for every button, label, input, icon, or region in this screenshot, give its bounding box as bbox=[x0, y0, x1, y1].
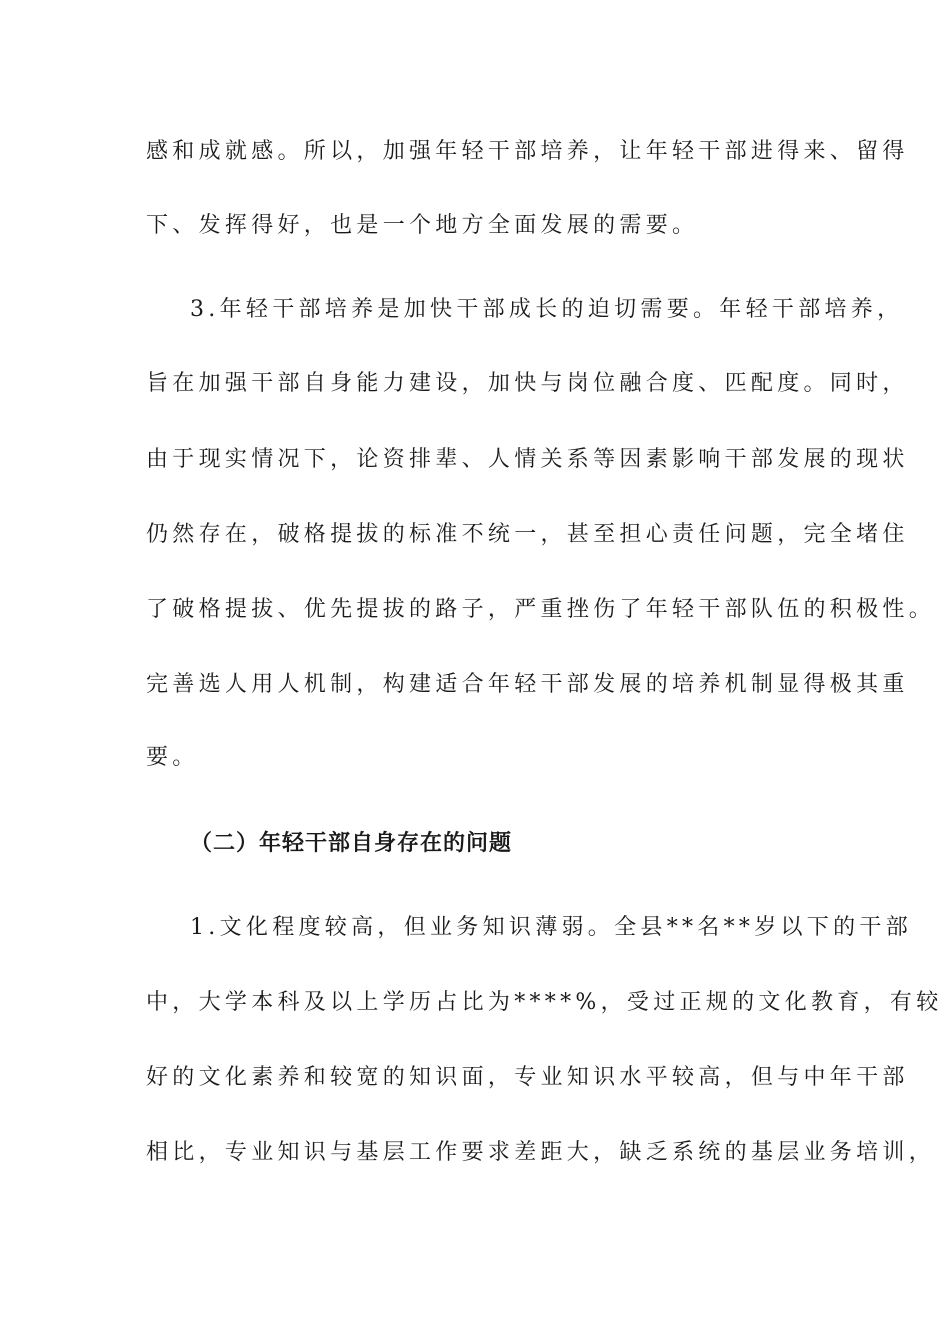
paragraph-line: 下、发挥得好，也是一个地方全面发展的需要。 bbox=[146, 213, 699, 238]
paragraph-line: 了破格提拔、优先提拔的路子，严重挫伤了年轻干部队伍的积极性。 bbox=[146, 597, 936, 622]
paragraph-line: 好的文化素养和较宽的知识面，专业知识水平较高，但与中年干部 bbox=[146, 1065, 909, 1090]
paragraph-line: 相比，专业知识与基层工作要求差距大，缺乏系统的基层业务培训， bbox=[146, 1140, 936, 1165]
paragraph-line: 感和成就感。所以，加强年轻干部培养，让年轻干部进得来、留得 bbox=[146, 139, 909, 164]
paragraph-line: 完善选人用人机制，构建适合年轻干部发展的培养机制显得极其重 bbox=[146, 672, 909, 697]
paragraph-line: 由于现实情况下，论资排辈、人情关系等因素影响干部发展的现状 bbox=[146, 447, 909, 472]
paragraph-line: 1.文化程度较高，但业务知识薄弱。全县**名**岁以下的干部 bbox=[190, 915, 912, 940]
paragraph-line: 中，大学本科及以上学历占比为****%，受过正规的文化教育，有较 bbox=[146, 990, 943, 1015]
paragraph-line: 旨在加强干部自身能力建设，加快与岗位融合度、匹配度。同时， bbox=[146, 371, 909, 396]
section-heading: （二）年轻干部自身存在的问题 bbox=[190, 830, 513, 856]
paragraph-line: 仍然存在，破格提拔的标准不统一，甚至担心责任问题，完全堵住 bbox=[146, 522, 909, 547]
paragraph-line: 要。 bbox=[146, 745, 199, 770]
paragraph-line: 3.年轻干部培养是加快干部成长的迫切需要。年轻干部培养， bbox=[190, 297, 904, 322]
